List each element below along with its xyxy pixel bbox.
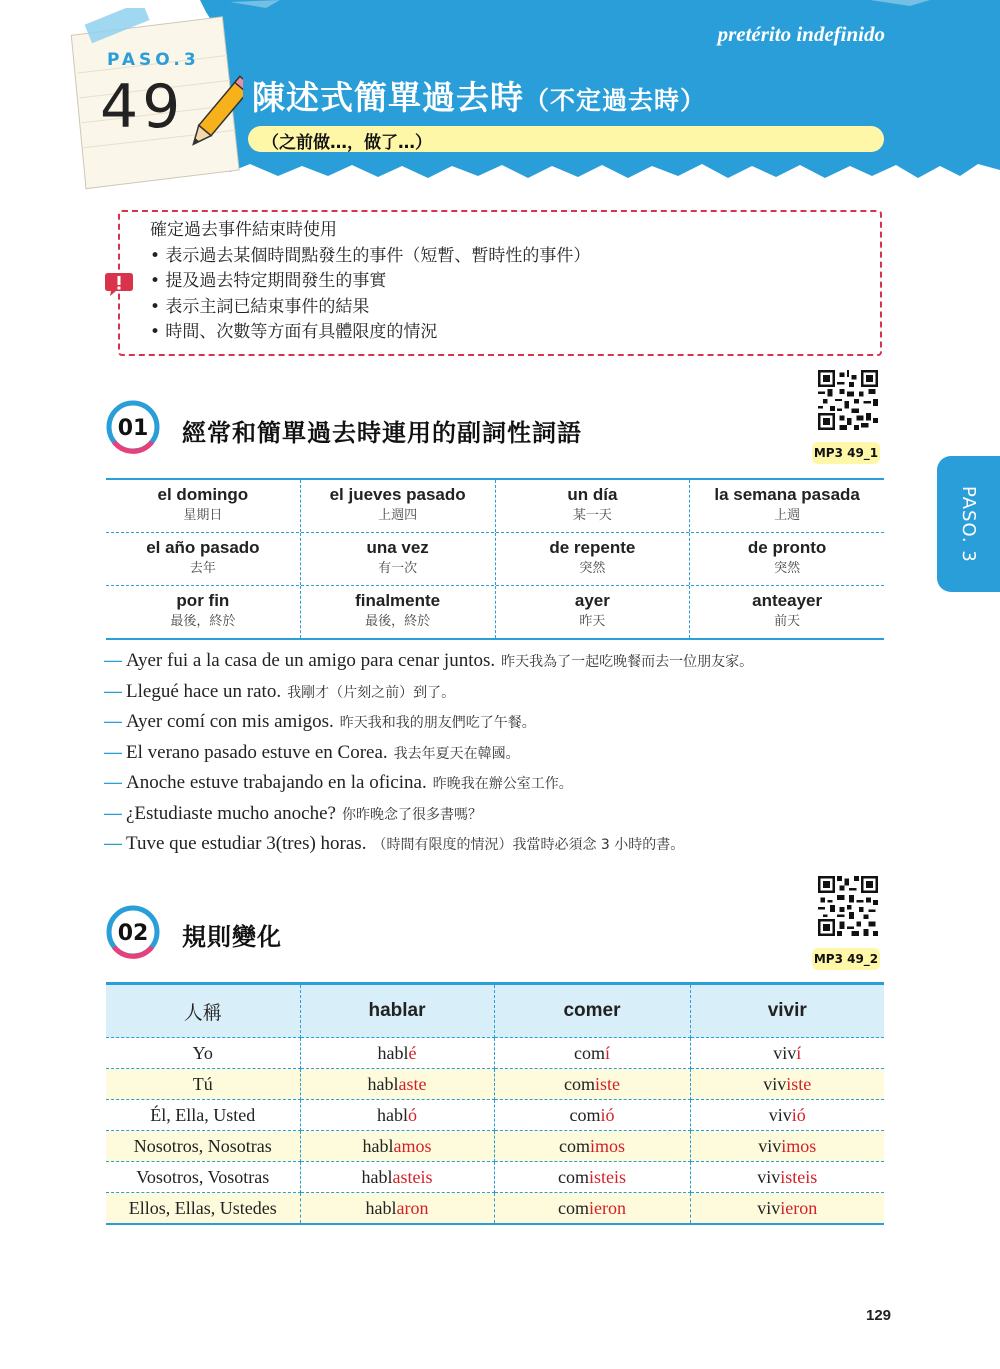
vocab-zh: 最後，終於 [170, 614, 236, 629]
mp3-label-2[interactable]: MP3 49_2 [812, 948, 880, 970]
form-cell [494, 1193, 690, 1225]
section-02-badge [106, 905, 160, 959]
vocab-es: un día [567, 485, 618, 504]
side-tab-text: PASO. 3 [958, 485, 979, 563]
form-cell [300, 1069, 494, 1100]
ending: iste [786, 1073, 812, 1094]
ending: isteis [780, 1166, 818, 1187]
form-cell [300, 1162, 494, 1193]
table-row [106, 1038, 884, 1069]
example-zh: 我剛才（片刻之前）到了。 [287, 684, 456, 701]
vocab-zh: 昨天 [579, 614, 606, 629]
vocab-cell [496, 480, 691, 532]
table-header-row [106, 984, 884, 1038]
example-sentences [104, 650, 884, 864]
section-01-badge [106, 400, 160, 454]
section-02-title: 規則變化 [182, 923, 282, 951]
vocab-cell [301, 480, 496, 532]
column-header: hablar [300, 984, 494, 1038]
example-zh: 你昨晚念了很多書嗎？ [341, 806, 482, 823]
dash-marker: — [104, 741, 122, 762]
vocab-cell [690, 533, 884, 585]
dash-marker: — [104, 833, 122, 853]
exclamation-icon [104, 271, 134, 297]
section-01-num: 01 [117, 416, 149, 441]
vocab-es: ayer [574, 591, 610, 610]
column-header: vivir [690, 984, 884, 1038]
title-paren: （不定過去時） [524, 86, 707, 115]
notice-line: 確定過去事件結束時使用 [150, 220, 337, 240]
ending: é [408, 1042, 417, 1063]
form-cell [690, 1069, 884, 1100]
stem: viv [758, 1135, 782, 1156]
example-zh: 我去年夏天在韓國。 [393, 745, 520, 762]
stem: habl [361, 1166, 393, 1187]
ending: imos [781, 1135, 817, 1156]
vocab-zh: 去年 [189, 561, 216, 576]
mp3-label-1[interactable]: MP3 49_1 [812, 442, 880, 464]
form-cell [494, 1038, 690, 1069]
column-header: 人稱 [106, 984, 300, 1038]
ending: iste [595, 1073, 620, 1094]
section-02-num: 02 [117, 921, 149, 946]
example-zh: 昨天我和我的朋友們吃了午餐。 [339, 715, 536, 731]
form-cell [690, 1193, 884, 1225]
side-tab-label [937, 456, 1000, 592]
notice-line: • 時間、次數等方面有具體限度的情況 [150, 322, 438, 343]
list-item [104, 681, 884, 712]
ending: aste [398, 1073, 427, 1094]
person-cell: Yo [106, 1038, 300, 1069]
example-es: Ayer comí con mis amigos. [126, 711, 334, 732]
form-cell [690, 1038, 884, 1069]
vocab-es: finalmente [355, 591, 441, 610]
list-item [104, 803, 884, 834]
lesson-number: 49 [100, 72, 185, 142]
vocab-cell [106, 586, 301, 638]
qr-code-icon[interactable] [818, 876, 878, 936]
table-row [106, 1162, 884, 1193]
stem: viv [773, 1042, 797, 1063]
vocab-cell [301, 533, 496, 585]
dash-marker: — [104, 772, 122, 792]
ending: isteis [588, 1166, 626, 1187]
table-row [106, 480, 884, 533]
example-es: ¿Estudiaste mucho anoche? [126, 802, 336, 824]
example-zh: （時間有限度的情況）我當時必須念 3 小時的書。 [372, 837, 685, 853]
stem: viv [757, 1197, 781, 1218]
form-cell [494, 1131, 690, 1162]
page-number: 129 [866, 1307, 892, 1324]
vocab-es: el domingo [157, 485, 249, 504]
person-cell: Vosotros, Vosotras [106, 1162, 300, 1193]
example-es: Llegué hace un rato. [126, 680, 282, 702]
ending: ió [600, 1104, 615, 1125]
vocab-es: de pronto [747, 538, 827, 557]
vocab-zh: 有一次 [378, 561, 418, 576]
vocab-es: el jueves pasado [329, 485, 466, 504]
dash-marker: — [104, 650, 122, 670]
vocab-cell [496, 586, 691, 638]
notice-line: • 表示主詞已結束事件的結果 [150, 296, 370, 317]
tense-tag: pretérito indefinido [717, 22, 885, 46]
vocab-es: anteayer [752, 591, 823, 610]
ending: ieron [780, 1197, 818, 1218]
list-item [104, 650, 884, 681]
section-01-title: 經常和簡單過去時連用的副詞性詞語 [182, 419, 582, 447]
stem: habl [377, 1042, 409, 1063]
form-cell [494, 1069, 690, 1100]
list-item [104, 711, 884, 742]
vocab-cell [496, 533, 691, 585]
stem: com [557, 1166, 589, 1187]
ending: ieron [589, 1197, 626, 1218]
vocab-zh: 前天 [774, 614, 801, 629]
notice-line: • 表示過去某個時間點發生的事件（短暫、暫時性的事件） [150, 245, 591, 266]
example-zh: 昨天我為了一起吃晚餐而去一位朋友家。 [501, 654, 754, 670]
form-cell [300, 1100, 494, 1131]
ending: amos [393, 1135, 432, 1156]
vocab-cell [106, 480, 301, 532]
stem: viv [763, 1073, 787, 1094]
vocab-cell [690, 586, 884, 638]
table-row [106, 1193, 884, 1225]
form-cell [494, 1100, 690, 1131]
form-cell [300, 1131, 494, 1162]
stem: viv [768, 1104, 792, 1125]
dash-marker: — [104, 711, 122, 731]
vocab-zh: 上週四 [378, 508, 418, 523]
ending: í [796, 1042, 802, 1063]
stem: habl [367, 1073, 399, 1094]
form-cell [690, 1162, 884, 1193]
stem: com [558, 1135, 590, 1156]
stem: habl [377, 1104, 408, 1125]
example-es: Ayer fui a la casa de un amigo para cenar juntos. [126, 650, 496, 671]
ending: ió [791, 1104, 806, 1125]
stem: habl [362, 1135, 394, 1156]
qr-code-icon[interactable] [818, 370, 878, 430]
vocab-zh: 突然 [579, 561, 606, 576]
conjugation-table [106, 982, 884, 1225]
table-row [106, 1131, 884, 1162]
vocab-es: de repente [549, 538, 636, 557]
list-item [104, 772, 884, 803]
vocab-zh: 突然 [774, 561, 801, 576]
ending: imos [589, 1135, 625, 1156]
form-cell [300, 1193, 494, 1225]
vocab-es: por fin [176, 591, 230, 610]
ending: aron [396, 1197, 429, 1218]
ending: í [604, 1042, 610, 1063]
example-es: Tuve que estudiar 3(tres) horas. [126, 833, 367, 854]
table-row [106, 1069, 884, 1100]
ending: ó [408, 1104, 417, 1125]
form-cell [494, 1162, 690, 1193]
form-cell [690, 1100, 884, 1131]
stem: com [569, 1104, 601, 1125]
vocab-cell [301, 586, 496, 638]
page-subtitle: （之前做…，做了…） [262, 133, 432, 153]
person-cell: Nosotros, Nosotras [106, 1131, 300, 1162]
example-es: Anoche estuve trabajando en la oficina. [126, 772, 427, 793]
vocab-zh: 最後，終於 [365, 614, 431, 629]
table-row [106, 533, 884, 586]
column-header: comer [494, 984, 690, 1038]
page-title [252, 72, 706, 119]
example-es: El verano pasado estuve en Corea. [126, 741, 388, 763]
list-item [104, 742, 884, 773]
vocab-zh: 星期日 [183, 508, 223, 523]
adverb-vocab-table [106, 478, 884, 640]
vocab-cell [106, 533, 301, 585]
vocab-es: la semana pasada [714, 485, 860, 504]
stem: com [564, 1073, 595, 1094]
notice-line: • 提及過去特定期間發生的事實 [150, 271, 387, 292]
stem: com [573, 1042, 605, 1063]
ending: asteis [392, 1166, 433, 1187]
vocab-zh: 某一天 [572, 508, 612, 523]
vocab-zh: 上週 [774, 508, 801, 523]
person-cell: Él, Ella, Usted [106, 1100, 300, 1131]
example-zh: 昨晚我在辦公室工作。 [432, 776, 573, 792]
form-cell [300, 1038, 494, 1069]
person-cell: Tú [106, 1069, 300, 1100]
stem: habl [365, 1197, 397, 1218]
stem: com [558, 1197, 589, 1218]
list-item [104, 833, 884, 864]
vocab-cell [690, 480, 884, 532]
table-row [106, 1100, 884, 1131]
vocab-es: una vez [366, 538, 429, 557]
dash-marker: — [104, 802, 122, 823]
notice-lines [150, 218, 590, 346]
form-cell [690, 1131, 884, 1162]
paso-label: PASO.3 [107, 50, 200, 70]
vocab-es: el año pasado [146, 538, 260, 557]
table-row [106, 586, 884, 638]
person-cell: Ellos, Ellas, Ustedes [106, 1193, 300, 1225]
title-text: 陳述式簡單過去時 [252, 78, 524, 117]
stem: viv [757, 1166, 781, 1187]
dash-marker: — [104, 680, 122, 701]
